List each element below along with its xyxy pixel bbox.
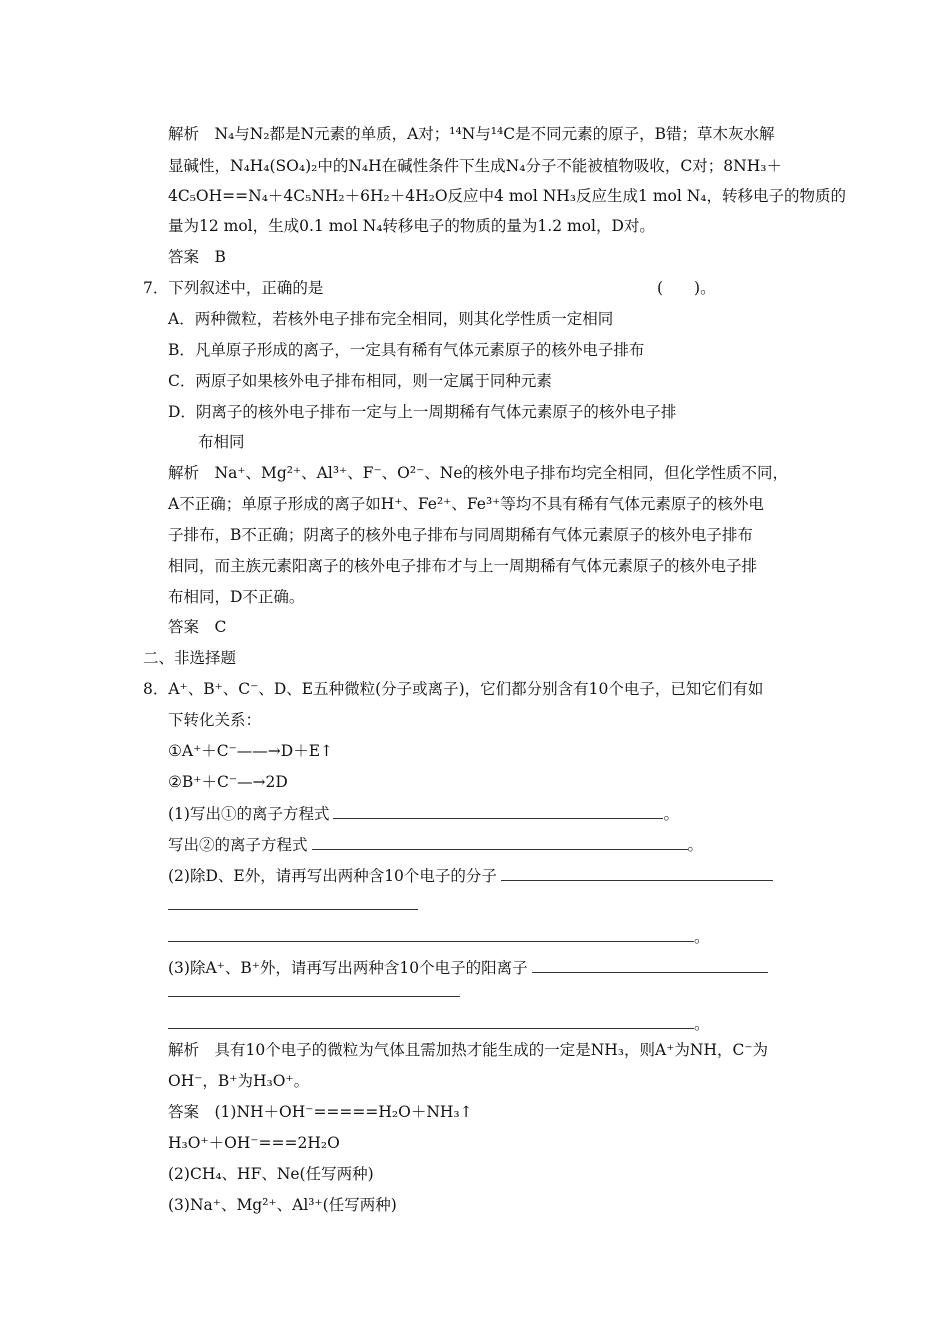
analysis-7-line-3: 子排布，B不正确；阴离子的核外电子排布与同周期稀有气体元素原子的核外电子排布 [168, 526, 753, 544]
question-8-stem: 8．A⁺、B⁺、C⁻、D、E五种微粒(分子或离子)，它们都分别含有10个电子，已知它们有如 [143, 680, 764, 698]
sub-question-3-end [168, 1013, 710, 1034]
answer-8-line-4: (3)Na⁺、Mg²⁺、Al³⁺(任写两种) [168, 1196, 397, 1214]
answer-blank-3[interactable] [501, 865, 773, 881]
sub-question-1 [168, 803, 679, 824]
question-7-bracket: ( )。 [657, 279, 716, 297]
reaction-2: ②B⁺＋C⁻—→2D [168, 773, 288, 791]
analysis-7-line-1: 解析 Na⁺、Mg²⁺、Al³⁺、F⁻、O²⁻、Ne的核外电子排布均完全相同，但化学性质不同， [168, 464, 788, 482]
reaction-1: ①A⁺＋C⁻——→D＋E↑ [168, 742, 334, 760]
sub-question-2-end [168, 926, 710, 947]
period: 。 [694, 928, 710, 946]
question-7-stem: 7．下列叙述中，正确的是 [143, 279, 324, 297]
analysis-6-line-4: 量为12 mol，生成0.1 mol N₄转移电子的物质的量为1.2 mol，D对。 [168, 217, 655, 235]
answer-8-line-2: H₃O⁺＋OH⁻===2H₂O [168, 1134, 340, 1152]
analysis-7-line-4: 相同，而主族元素阳离子的核外电子排布才与上一周期稀有气体元素原子的核外电子排 [168, 557, 758, 575]
answer-blank-1[interactable] [333, 803, 663, 819]
option-b: B．凡单原子形成的离子，一定具有稀有气体元素原子的核外电子排布 [168, 341, 645, 359]
analysis-7-line-5: 布相同，D不正确。 [168, 588, 305, 606]
period: 。 [663, 805, 679, 823]
sub-question-1b-label: 写出②的离子方程式 [168, 836, 308, 854]
analysis-6-line-1: 解析 N₄与N₂都是N元素的单质，A对；¹⁴N与¹⁴C是不同元素的原子，B错；草木灰水解 [168, 125, 775, 143]
sub-question-1-label: (1)写出①的离子方程式 [168, 805, 330, 823]
period: 。 [687, 836, 704, 854]
analysis-8-line-1: 解析 具有10个电子的微粒为气体且需加热才能生成的一定是NH₃，则A⁺为NH，C⁻为 [168, 1041, 769, 1059]
option-c: C．两原子如果核外电子排布相同，则一定属于同种元素 [168, 372, 552, 390]
analysis-8-line-2: OH⁻，B⁺为H₃O⁺。 [168, 1072, 310, 1090]
answer-8-line-3: (2)CH₄、HF、Ne(任写两种) [168, 1165, 374, 1183]
analysis-7-line-2: A不正确；单原子形成的离子如H⁺、Fe²⁺、Fe³⁺等均不具有稀有气体元素原子的核外电 [168, 495, 764, 513]
answer-7: 答案 C [168, 618, 227, 636]
sub-question-1b [168, 834, 703, 855]
analysis-6-line-3: 4C₅OH==N₄＋4C₅NH₂＋6H₂＋4H₂O反应中4 mol NH₃反应生成1 mol N₄，转移电子的物质的 [168, 187, 847, 205]
answer-6: 答案 B [168, 248, 226, 266]
answer-blank-2[interactable] [312, 834, 688, 850]
answer-blank-7[interactable] [168, 996, 460, 997]
question-8-stem-continued: 下转化关系： [168, 711, 262, 729]
option-a: A．两种微粒，若核外电子排布完全相同，则其化学性质一定相同 [168, 310, 614, 328]
section-heading: 二、非选择题 [143, 649, 237, 667]
sub-question-3-label: (3)除A⁺、B⁺外，请再写出两种含10个电子的阳离子 [168, 959, 528, 977]
answer-blank-6[interactable] [532, 957, 768, 973]
answer-blank-4[interactable] [168, 909, 418, 910]
answer-blank-8[interactable] [168, 1013, 694, 1029]
analysis-6-line-2: 显碱性，N₄H₄(SO₄)₂中的N₄H在碱性条件下生成N₄分子不能被植物吸收，C对；8NH₃＋ [168, 157, 782, 175]
option-d: D．阴离子的核外电子排布一定与上一周期稀有气体元素原子的核外电子排 [168, 403, 677, 421]
sub-question-3 [168, 957, 768, 978]
answer-8-line-1: 答案 (1)NH＋OH⁻=====H₂O＋NH₃↑ [168, 1103, 473, 1121]
period: 。 [694, 1015, 710, 1033]
answer-blank-5[interactable] [168, 926, 694, 942]
option-d-continued: 布相同 [198, 433, 245, 451]
sub-question-2-label: (2)除D、E外，请再写出两种含10个电子的分子 [168, 867, 497, 885]
sub-question-2 [168, 865, 773, 886]
